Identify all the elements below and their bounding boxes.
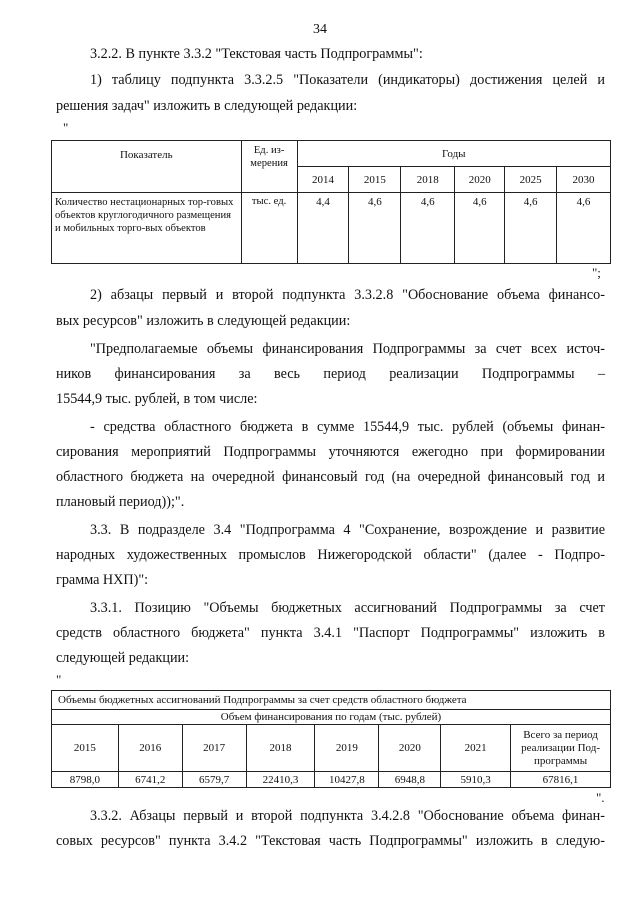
- budget-value: 6948,8: [379, 772, 441, 788]
- budget-table-subtitle: Объем финансирования по годам (тыс. рублей): [52, 710, 611, 725]
- header-years: Годы: [297, 141, 610, 167]
- budget-table-title: Объемы бюджетных ассигнований Подпрограммы за счет средств областного бюджета: [52, 691, 611, 710]
- budget-value: 22410,3: [246, 772, 315, 788]
- quote-close-1: ";: [592, 265, 601, 280]
- quote-close-2: ".: [596, 790, 605, 805]
- paragraph-3-3-1-line1: 3.3.1. Позицию "Объемы бюджетных ассигнований Подпрограммы за счет: [90, 600, 605, 616]
- budget-value: 6741,2: [118, 772, 182, 788]
- paragraph-financing-line1: "Предполагаемые объемы финансирования Подпрограммы за счет всех источ-: [90, 341, 605, 357]
- budget-allocations-table: [51, 690, 611, 788]
- paragraph-3-3-1-line2: средств областного бюджета" пункта 3.4.1 "Паспорт Подпрограммы" изложить в: [56, 625, 605, 641]
- value-cell: 4,6: [557, 193, 611, 264]
- paragraph-3-3-line1: 3.3. В подразделе 3.4 "Подпрограмма 4 "Сохранение, возрождение и развитие: [90, 522, 605, 538]
- value-cell: 4,6: [401, 193, 455, 264]
- paragraph-budget-line1: - средства областного бюджета в сумме 15544,9 тыс. рублей (объемы финан-: [90, 419, 605, 435]
- paragraph-item-1-line2: решения задач" изложить в следующей редакции:: [56, 98, 358, 114]
- value-cell: 4,6: [455, 193, 505, 264]
- budget-year: 2019: [315, 725, 379, 772]
- value-cell: 4,4: [297, 193, 349, 264]
- paragraph-3-3-line3: грамма НХП)":: [56, 572, 149, 588]
- budget-value: 5910,3: [441, 772, 511, 788]
- value-cell: 4,6: [349, 193, 401, 264]
- year-cell: 2018: [401, 167, 455, 193]
- budget-value: 10427,8: [315, 772, 379, 788]
- year-cell: 2015: [349, 167, 401, 193]
- paragraph-budget-line4: плановый период));".: [56, 494, 185, 510]
- paragraph-3-3-line2: народных художественных промыслов Нижегородской области" (далее - Подпро-: [56, 547, 605, 563]
- paragraph-item-2-line2: вых ресурсов" изложить в следующей редакции:: [56, 313, 351, 329]
- paragraph-financing-line2: ников финансирования за весь период реализации Подпрограммы –: [56, 366, 605, 382]
- paragraph-item-1-line1: 1) таблицу подпункта 3.3.2.5 "Показатели (индикаторы) достижения целей и: [90, 72, 605, 88]
- budget-year: 2017: [182, 725, 246, 772]
- budget-year: 2021: [441, 725, 511, 772]
- quote-open-2: ": [56, 672, 62, 687]
- budget-year: 2015: [52, 725, 119, 772]
- budget-year: 2020: [379, 725, 441, 772]
- paragraph-3-3-1-line3: следующей редакции:: [56, 650, 190, 666]
- header-unit: Ед. из-мерения: [241, 141, 297, 193]
- paragraph-budget-line3: областного бюджета на очередной финансовый год (на очередной финансовый год и: [56, 469, 605, 485]
- paragraph-3-2-2: 3.2.2. В пункте 3.3.2 "Текстовая часть Подпрограммы":: [90, 46, 423, 62]
- year-cell: 2030: [557, 167, 611, 193]
- value-cell: 4,6: [505, 193, 557, 264]
- indicators-table: [51, 140, 611, 264]
- paragraph-item-2-line1: 2) абзацы первый и второй подпункта 3.3.2.8 "Обоснование объема финансо-: [90, 287, 605, 303]
- budget-year: 2018: [246, 725, 315, 772]
- page-number: 34: [313, 22, 327, 37]
- indicator-name: Количество нестационарных тор-говых объектов круглогодичного размещения и мобильных торго-вых объектов: [52, 193, 242, 264]
- paragraph-financing-line3: 15544,9 тыс. рублей, в том числе:: [56, 391, 258, 407]
- budget-year: 2016: [118, 725, 182, 772]
- paragraph-3-3-2-line1: 3.3.2. Абзацы первый и второй подпункта 3.4.2.8 "Обоснование объема финан-: [90, 808, 605, 824]
- paragraph-3-3-2-line2: совых ресурсов" пункта 3.4.2 "Текстовая часть Подпрограммы" изложить в следую-: [56, 833, 605, 849]
- year-cell: 2020: [455, 167, 505, 193]
- budget-total-header: Всего за период реализации Под-программы: [511, 725, 611, 772]
- header-indicator: Показатель: [52, 141, 242, 193]
- year-cell: 2025: [505, 167, 557, 193]
- budget-total-value: 67816,1: [511, 772, 611, 788]
- paragraph-budget-line2: сирования мероприятий Подпрограммы уточняются ежегодно при формировании: [56, 444, 605, 460]
- quote-open-1: ": [63, 120, 69, 135]
- budget-value: 8798,0: [52, 772, 119, 788]
- year-cell: 2014: [297, 167, 349, 193]
- indicator-unit: тыс. ед.: [241, 193, 297, 264]
- budget-value: 6579,7: [182, 772, 246, 788]
